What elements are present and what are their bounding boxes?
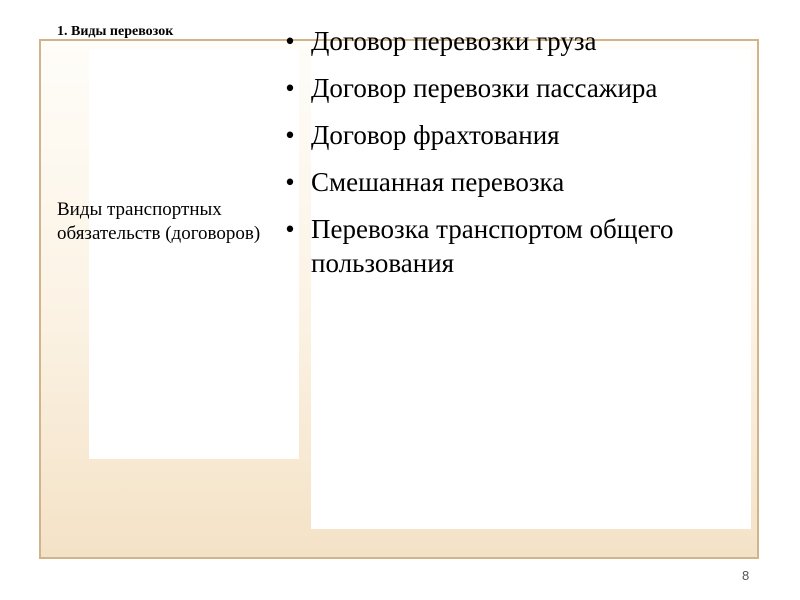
bullet-dot-icon: • (285, 73, 295, 103)
bullet-list (280, 24, 700, 293)
bullet-dot-icon: • (285, 167, 295, 197)
left-panel (89, 49, 299, 459)
bullet-item (280, 212, 700, 280)
bullet-text: Договор перевозки пассажира (311, 73, 658, 103)
page-number: 8 (742, 568, 750, 583)
section-title: 1. Виды перевозок (57, 24, 174, 39)
bullet-text: Перевозка транспортом общего пользования (311, 214, 674, 278)
bullet-item (280, 118, 700, 152)
bullet-item (280, 71, 700, 105)
bullet-dot-icon: • (285, 26, 295, 56)
bullet-dot-icon: • (285, 214, 295, 244)
side-caption: Виды транспортных обязательств (договоров) (57, 199, 261, 244)
bullet-dot-icon: • (285, 120, 295, 150)
bullet-item (280, 165, 700, 199)
bullet-text: Смешанная перевозка (311, 167, 565, 197)
bullet-text: Договор фрахтования (311, 120, 560, 150)
bullet-item (280, 24, 700, 58)
bullet-text: Договор перевозки груза (311, 26, 597, 56)
